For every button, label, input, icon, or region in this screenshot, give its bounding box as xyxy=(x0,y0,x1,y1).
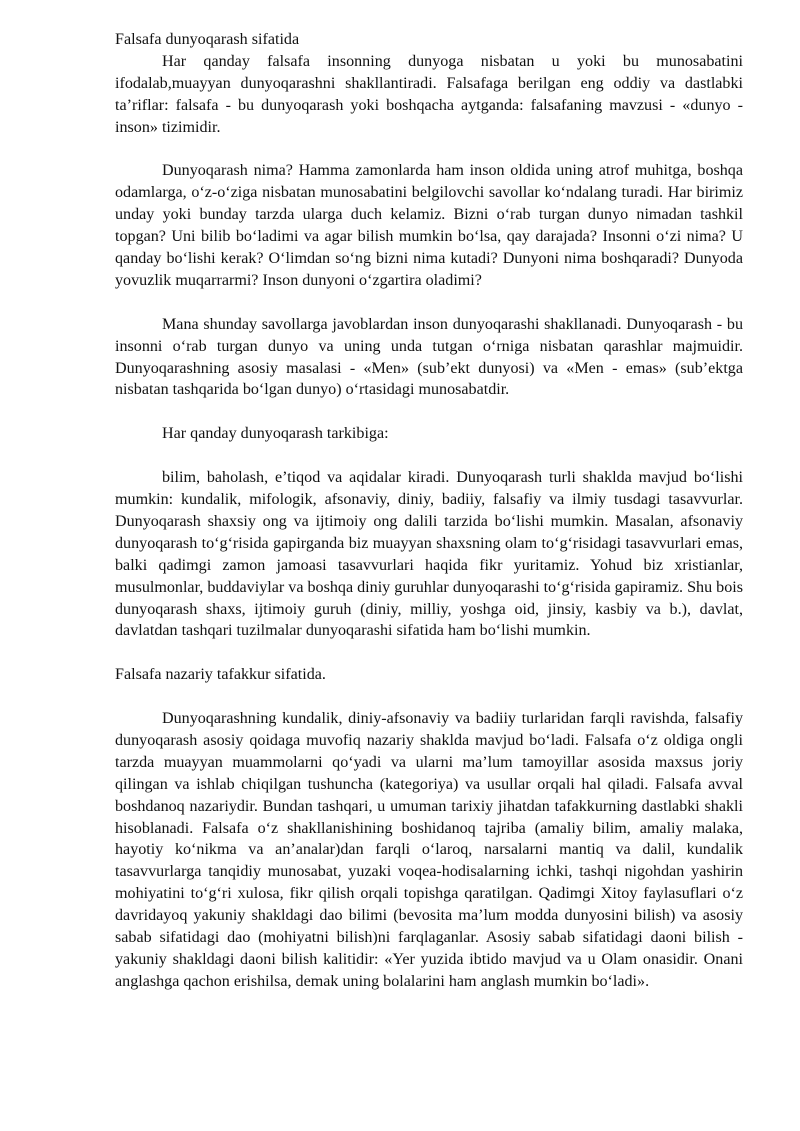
paragraph-gap xyxy=(115,686,743,708)
paragraph-4: Har qanday dunyoqarash tarkibiga: xyxy=(162,425,389,443)
section-title: Falsafa dunyoqarash sifatida xyxy=(115,31,300,48)
paragraph-3: Mana shunday savollarga javoblardan inson dunyoqarashi shakllanadi. Dunyoqarash - bu insonni o‘rab turgan dunyo va uning unda tutgan o‘rniga nisbatan qarashlar majmuidir. Dunyoqarashning asosiy masalasi - «Men» (sub’ekt dunyosi) va «Men - emas» (sub’ektga nisbatan tashqarida bo‘lgan dunyo) o‘rtasidagi munosabatdir. xyxy=(115,315,743,399)
section-subtitle: Falsafa nazariy tafakkur sifatida. xyxy=(115,666,326,684)
paragraph-2: Dunyoqarash nima? Hamma zamonlarda ham inson oldida uning atrof muhitga, boshqa odamlarga, o‘z-o‘ziga nisbatan munosabatini belgilovchi savollar ko‘ndalang turadi. Har birimiz unday yoki bunday tarzda ularga duch kelamiz. Bizni o‘rab turgan dunyo nimadan tashkil topgan? Uni bilib bo‘ladimi va agar bilish mumkin bo‘lsa, qay darajada? Insonni o‘zi nima? U qanday bo‘lishi kerak? O‘limdan so‘ng bizni nima kutadi? Dunyoni nima boshqaradi? Dunyoda yovuzlik muqarrarmi? Inson dunyoni o‘zgartira oladimi? xyxy=(115,162,743,289)
paragraph-gap xyxy=(115,401,743,423)
document-page xyxy=(115,29,743,993)
paragraph-gap xyxy=(115,642,743,664)
paragraph-gap xyxy=(115,292,743,314)
paragraph-gap xyxy=(115,139,743,161)
paragraph-gap xyxy=(115,445,743,467)
paragraph-6: Dunyoqarashning kundalik, diniy-afsonaviy va badiiy turlaridan farqli ravishda, falsafiy dunyoqarash asosiy qoidaga muvofiq nazariy shaklda mavjud bo‘ladi. Falsafa o‘z oldiga ongli tarzda muayyan muammolarni qo‘yadi va ularni ma’lum tamoyillar asosida maxsus joriy qilingan va ishlab chiqilgan tushuncha (kategoriya) va usullar orqali hal qiladi. Falsafa avval boshdanoq nazariydir. Bundan tashqari, u umuman tarixiy jihatdan tafakkurning dastlabki shakli hisoblanadi. Falsafa o‘z shakllanishining boshidanoq tajriba (amaliy bilim, amaliy malaka, hayotiy ko‘nikma va an’analar)dan farqli o‘laroq, narsalarni mantiq va dalil, kundalik tasavvurlarga tanqidiy munosabat, yuzaki voqea-hodisalarning ichki, tashqi nigohdan yashirin mohiyatini to‘g‘ri xulosa, fikr qilish orqali topishga qaratilgan. Qadimgi Xitoy faylasuflari o‘z davridayoq yakuniy shakldagi dao bilimi (bevosita ma’lum modda dunyosini bilish) va asosiy sabab sifatidagi dao (mohiyatni bilish)ni farqlaganlar. Asosiy sabab sifatidagi daoni bilish - yakuniy shakldagi daoni bilish kalitidir: «Yer yuzida ibtido mavjud va u Olam onasidir. Onani anglashga qachon erishilsa, demak uning bolalarini ham anglash mumkin bo‘ladi». xyxy=(115,710,743,990)
paragraph-1: Har qanday falsafa insonning dunyoga nisbatan u yoki bu munosabatini ifodalab,muayyan dunyoqarashni shakllantiradi. Falsafaga berilgan eng oddiy va dastlabki ta’riflar: falsafa - bu dunyoqarash yoki boshqacha aytganda: falsafaning mavzusi - «dunyo - inson» tizimidir. xyxy=(115,52,743,136)
paragraph-5: bilim, baholash, e’tiqod va aqidalar kiradi. Dunyoqarash turli shaklda mavjud bo‘lishi mumkin: kundalik, mifologik, afsonaviy, diniy, badiiy, falsafiy va ilmiy tusdagi tasavvurlar. Dunyoqarash shaxsiy ong va ijtimoiy ong dalili tarzida bo‘lishi mumkin. Masalan, afsonaviy dunyoqarash to‘g‘risida gapirganda biz muayyan shaxsning olam to‘g‘risidagi tasavvurlari emas, balki qadimgi zamon jamoasi tasavvurlari haqida fikr yuritamiz. Yohud biz xristianlar, musulmonlar, buddaviylar va boshqa diniy guruhlar dunyoqarashi to‘g‘risida gapiramiz. Shu bois dunyoqarash shaxs, ijtimoiy guruh (diniy, milliy, yoshga oid, jinsiy, kasbiy va b.), davlat, davlatdan tashqari tuzilmalar dunyoqarashi sifatida ham bo‘lishi mumkin. xyxy=(115,469,743,640)
